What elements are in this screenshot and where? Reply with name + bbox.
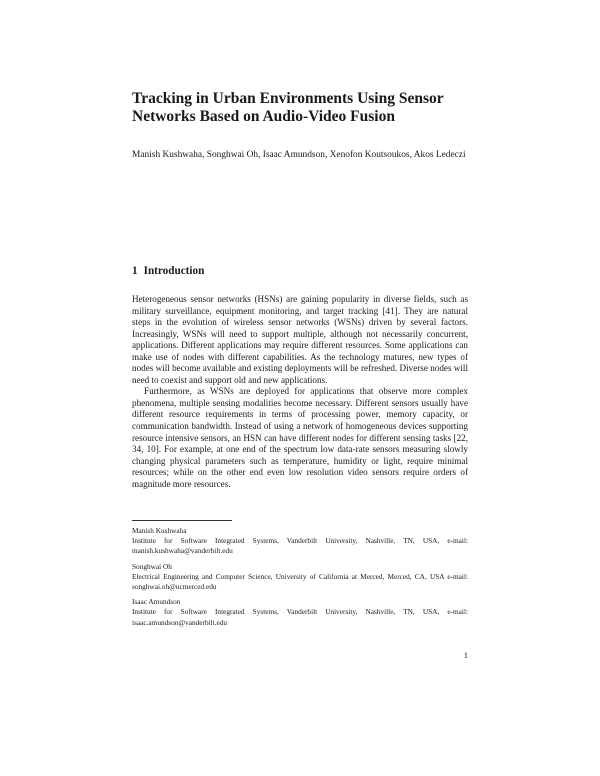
- affiliation-info: Electrical Engineering and Computer Science, University of California at Merced, Merced, CA, USA e-mail: songhwai.oh@ucmerced.edu: [132, 571, 468, 592]
- author-affiliations: [132, 526, 468, 633]
- affiliation-block: [132, 597, 468, 628]
- paper-title: Tracking in Urban Environments Using Sensor Networks Based on Audio-Video Fusion: [132, 90, 444, 125]
- section-title: Introduction: [143, 265, 205, 277]
- page-number: 1: [463, 650, 468, 660]
- body-text: [132, 294, 468, 490]
- affiliation-name: Manish Kushwaha: [132, 526, 187, 535]
- affiliation-name: Isaac Amundson: [132, 597, 181, 607]
- affiliation-info: Institute for Software Integrated Systems, Vanderbilt University, Nashville, TN, USA, e-mail: manish.kushwaha@vanderbilt.edu: [132, 536, 468, 556]
- affiliation-info: Institute for Software Integrated Systems, Vanderbilt University, Nashville, TN, USA, e-mail: isaac.amundson@vanderbilt.edu: [132, 607, 468, 627]
- paragraph-1: Heterogeneous sensor networks (HSNs) are gaining popularity in diverse fields, such as military surveillance, equipment monitoring, and target tracking [41]. They are natural steps in the evolution of wireless sensor networks (WSNs) driven by several factors. Increasingly, WSNs will need to support multiple, although not necessarily concurrent, applications. Different applications may require different resources. Some applications can make use of nodes with different capabilities. As the technology matures, new types of nodes will become available and existing deployments will be refreshed. Diverse nodes will need to coexist and support old and new applications.: [132, 294, 468, 385]
- section-heading: [132, 265, 204, 277]
- affiliation-block: [132, 526, 468, 557]
- affiliation-block: [132, 562, 468, 593]
- affiliation-name: Songhwai Oh: [132, 561, 172, 571]
- section-number: 1: [132, 265, 138, 277]
- author-list: Manish Kushwaha, Songhwai Oh, Isaac Amundson, Xenofon Koutsoukos, Akos Ledeczi: [132, 150, 466, 160]
- paragraph-2: Furthermore, as WSNs are deployed for applications that observe more complex phenomena, multiple sensing modalities become necessary. Different sensors usually have different resource requirements in terms of processing power, memory capacity, or communication bandwidth. Instead of using a network of homogeneous devices supporting resource intensive sensors, an HSN can have different nodes for different sensing tasks [22, 34, 10]. For example, at one end of the spectrum low data-rate sensors measuring slowly changing physical parameters such as temperature, humidity or light, require minimal resources; while on the other end even low resolution video sensors require orders of magnitude more resources.: [132, 386, 468, 489]
- footnote-divider: [132, 520, 232, 521]
